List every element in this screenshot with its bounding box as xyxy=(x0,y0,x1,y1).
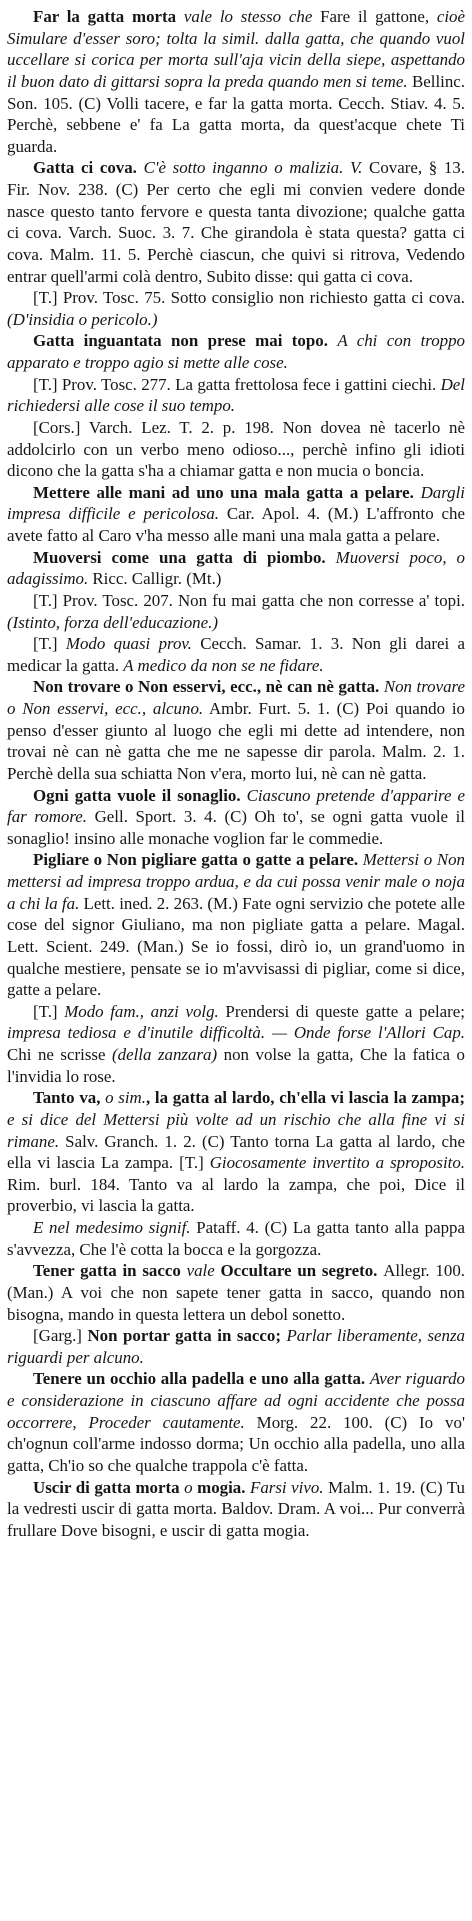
dictionary-entry xyxy=(7,287,465,330)
citation-text: [T.] xyxy=(33,634,66,654)
dictionary-entry xyxy=(7,590,465,633)
headword-phrase: Tener gatta in sacco xyxy=(33,1261,187,1281)
headword-phrase: Uscir di gatta morta xyxy=(33,1477,185,1497)
dictionary-entry xyxy=(7,633,465,676)
citation-text: Covare, § 13. Fir. Nov. 238. (C) Per certo che egli mi convien vedere donde nasce questo tanto fervore e questa tanta divozione; qualche gatta ci cova. Varch. Suoc. 3. 7. Che girandola è stata questa? gatta ci cova. Malm. 11. 5. Perchè ciascun, che quivi si ritrova, Vedendo entrar quell'armi colà dentro, Subito disse: qui gatta ci cova. xyxy=(7,158,465,286)
headword-phrase: Muoversi come una gatta di piombo. xyxy=(33,547,336,567)
headword-phrase: Mettere alle mani ad uno una mala gatta a pelare. xyxy=(33,482,421,502)
citation-text: [T.] Prov. Tosc. 75. Sotto consiglio non richiesto gatta ci cova. xyxy=(33,288,465,308)
headword-phrase: , la gatta al lardo, ch'ella vi lascia la zampa; xyxy=(145,1088,465,1108)
definition-italic: (della zanzara) xyxy=(112,1045,218,1064)
headword-phrase: Tenere un occhio alla padella e uno alla gatta. xyxy=(33,1369,370,1389)
dictionary-entry xyxy=(7,1217,465,1260)
definition-italic: E nel medesimo signif. xyxy=(33,1218,191,1237)
headword-phrase: Pigliare o Non pigliare gatta o gatte a pelare. xyxy=(33,850,363,870)
citation-text: Fare il gattone, xyxy=(320,7,437,26)
definition-italic: (D'insidia o pericolo.) xyxy=(7,309,158,329)
definition-italic: Non trovare o Non esservi, ecc., alcuno. xyxy=(7,677,465,718)
dictionary-entry xyxy=(7,482,465,547)
dictionary-entry xyxy=(7,849,465,1000)
headword-phrase: Ogni gatta vuole il sonaglio. xyxy=(33,785,247,805)
dictionary-entry xyxy=(7,374,465,417)
citation-text: [T.] Prov. Tosc. 277. La gatta frettolosa fece i gattini ciechi. xyxy=(33,374,441,394)
definition-italic: Farsi vivo. xyxy=(250,1477,324,1497)
definition-italic: Dargli impresa difficile e pericolosa. xyxy=(7,482,465,524)
citation-text: non volse la gatta, Che la fatica o l'invidia lo rose. xyxy=(7,1045,466,1086)
definition-italic: Ciascuno pretende d'apparire e far romore. xyxy=(7,785,465,827)
definition-italic: cioè Simulare d'esser soro; tolta la simil. dalla gatta, che quando vuol uccellare si corica per morta sull'aja vicin della siepe, aspettando il buon dato di gittarsi sopra la preda quando men si teme. xyxy=(7,7,465,91)
definition-italic: o xyxy=(184,1477,198,1497)
citation-text: [T.] Prov. Tosc. 207. Non fu mai gatta che non corresse a' topi. xyxy=(33,590,465,610)
citation-text: Morg. 22. 100. (C) Io vo' ch'ognun coll'arme indosso dorma; Un occhio alla padella, uno alla gatta, Ch'io so che qualche trappola c'è fatta. xyxy=(7,1412,465,1475)
citation-text: Car. Apol. 4. (M.) L'affronto che avete fatto al Caro v'ha messo alle mani una mala gatta a pelare. xyxy=(7,504,465,545)
definition-italic: Parlar liberamente, senza riguardi per alcuno. xyxy=(7,1326,466,1367)
citation-text: Ambr. Furt. 5. 1. (C) Poi quando io penso d'esser giunto al luogo che egli mi dette ad intendere, non trovai nè can nè gatta che me ne sapesse dir parola. Malm. 2. 1. Perchè della sua schiatta Non v'era, morto lui, nè can nè gatta. xyxy=(7,699,465,783)
definition-italic: C'è sotto inganno o malizia. V. xyxy=(143,158,370,178)
headword-phrase: Non trovare o Non esservi, ecc., nè can nè gatta. xyxy=(33,677,384,697)
citation-text: Salv. Granch. 1. 2. (C) Tanto torna La gatta al lardo, che ella vi lascia La zampa. [T.] xyxy=(7,1131,465,1173)
citation-text: Lett. ined. 2. 263. (M.) Fate ogni servizio che potete alle cose del signor Giuliano, ma non pigliate gatta a pelare. Magal. Lett. Scient. 249. (Man.) Se io fossi, dirò io, un grand'uomo in qualche mestiere, pensate se io m'avvisassi di pigliar, come si dice, gatte a pelare. xyxy=(7,893,466,1000)
citation-text: Gell. Sport. 3. 4. (C) Oh to', se ogni gatta vuole il sonaglio! insino alle monache voglion far le commedie. xyxy=(7,807,465,848)
definition-italic: Modo fam., anzi volg. xyxy=(64,1001,219,1021)
headword-phrase: mogia. xyxy=(197,1477,250,1497)
dictionary-entry xyxy=(7,1477,465,1542)
dictionary-entry xyxy=(7,330,465,373)
headword-phrase: Occultare un segreto. xyxy=(214,1261,384,1281)
citation-text: Rim. burl. 184. Tanto va al lardo la zampa, che poi, Dice il proverbio, vi lascia la gatta. xyxy=(7,1174,465,1216)
definition-italic: o sim. xyxy=(105,1088,146,1108)
definition-italic: A chi con troppo apparato e troppo agio si mette alle cose. xyxy=(7,331,465,372)
definition-italic: Muoversi poco, o adagissimo. xyxy=(7,547,465,589)
definition-italic: Modo quasi prov. xyxy=(65,634,192,654)
citation-text: [T.] xyxy=(33,1001,65,1021)
citation-text: Allegr. 100. (Man.) A voi che non sapete tener gatta in sacco, quando non bisogna, mando in questa lettera un debol sonetto. xyxy=(7,1261,465,1324)
definition-italic: Del richiedersi alle cose il suo tempo. xyxy=(7,374,465,416)
dictionary-entry xyxy=(7,157,465,287)
citation-text: Pataff. 4. (C) La gatta tanto alla pappa s'avvezza, Che l'è cotta la bocca e la gorgozza. xyxy=(7,1218,465,1259)
headword-phrase: Non portar gatta in sacco; xyxy=(87,1326,281,1346)
headword-phrase: Tanto va, xyxy=(33,1088,106,1108)
dictionary-entry xyxy=(7,6,465,157)
headword-phrase: Gatta inguantata non prese mai topo. xyxy=(33,331,338,351)
dictionary-entry xyxy=(7,785,465,850)
definition-italic: Mettersi o Non mettersi ad impresa troppo ardua, e da cui possa venir male o noja a chi la fa. xyxy=(7,850,465,913)
dictionary-entry xyxy=(7,1325,465,1368)
dictionary-entry xyxy=(7,1087,465,1217)
definition-italic: Giocosamente invertito a sproposito. xyxy=(209,1153,465,1173)
citation-text: Prendersi di queste gatte a pelare; xyxy=(218,1001,465,1021)
citation-text: Chi ne scrisse xyxy=(7,1045,113,1064)
definition-italic: A medico da non se ne fidare. xyxy=(123,655,324,675)
definition-italic: vale xyxy=(186,1261,215,1281)
dictionary-entry xyxy=(7,1368,465,1476)
dictionary-entry xyxy=(7,417,465,482)
definition-italic: (Istinto, forza dell'educazione.) xyxy=(7,612,218,632)
headword-phrase: Gatta ci cova. xyxy=(33,158,144,178)
headword-phrase: Far la gatta morta xyxy=(33,7,184,26)
citation-text: [Garg.] xyxy=(33,1326,88,1346)
definition-italic: vale lo stesso che xyxy=(183,7,321,26)
citation-text: Ricc. Calligr. (Mt.) xyxy=(88,569,222,589)
citation-text: Malm. 1. 19. (C) Tu la vedresti uscir di gatta morta. Baldov. Dram. A voi... Pur converrà frullare Dove bisogni, e uscir di gatta mogia. xyxy=(7,1477,465,1540)
definition-italic: Aver riguardo e considerazione in ciascuno affare ad ogni accidente che possa occorrere, Proceder cautamente. xyxy=(7,1369,465,1432)
definition-italic: impresa tediosa e d'inutile difficoltà. — Onde forse l'Allori Cap. xyxy=(7,1023,465,1043)
dictionary-entry xyxy=(7,1260,465,1325)
citation-text: [Cors.] Varch. Lez. T. 2. p. 198. Non dovea nè tacerlo nè addolcirlo con un verbo meno odioso..., perchè infino gli idioti dicono che la gatta s'ha a chiamar gatta e non mucia o boncia. xyxy=(7,417,465,481)
dictionary-entry xyxy=(7,1001,465,1088)
citation-text: Cecch. Samar. 1. 3. Non gli darei a medicar la gatta. xyxy=(7,634,466,675)
dictionary-entry xyxy=(7,676,465,784)
dictionary-entry xyxy=(7,547,465,590)
citation-text: Bellinc. Son. 105. (C) Volli tacere, e far la gatta morta. Cecch. Stiav. 4. 5. Perchè, sebbene e' fa La gatta morta, da quest'acque chete Ti guarda. xyxy=(7,71,465,156)
definition-italic: e si dice del Mettersi più volte ad un rischio che alla fine vi si rimane. xyxy=(7,1109,465,1151)
